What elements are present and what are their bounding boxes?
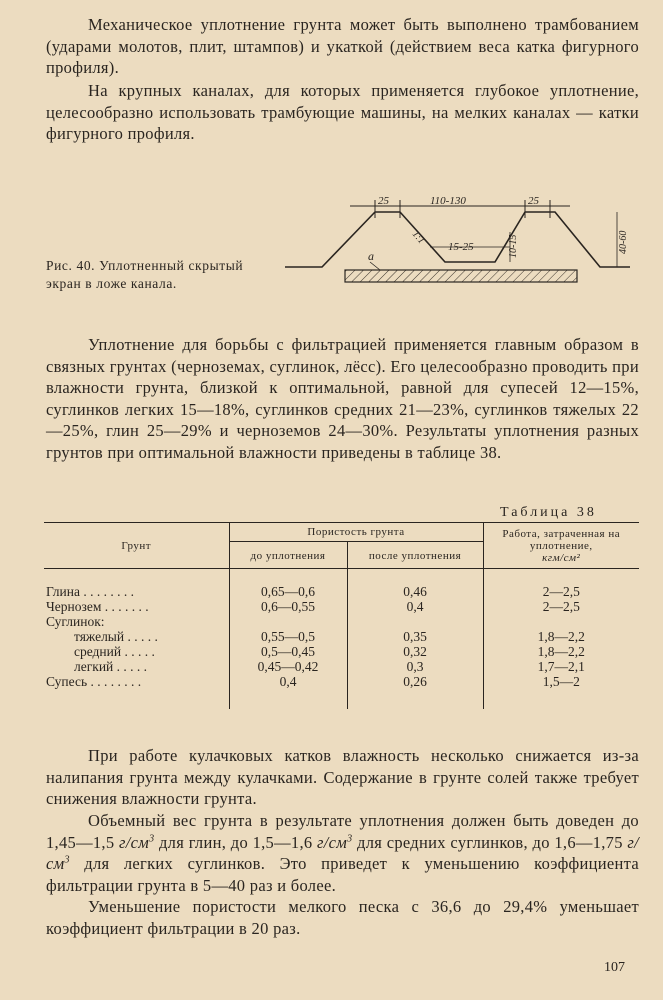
dim-left-label: 25 — [378, 195, 389, 207]
table-row — [44, 614, 639, 629]
table-row — [44, 584, 639, 599]
header-work-unit: кгм/см² — [542, 551, 581, 564]
paragraph-sand-porosity: Уменьшение пористости мелкого песка с 36,6 до 29,4% уменьшает коэффициент фильтрации в 20 раз. — [46, 897, 639, 938]
p5-text-d: для легких суглинков. Это приведет к уменьшению коэффициента фильтрации грунта в 5—40 раз и более. — [46, 854, 639, 895]
cell-work: 1,5—2 — [542, 674, 580, 689]
p5-text-c: для средних суглинков, до 1,6—1,75 — [352, 832, 628, 852]
header-work — [483, 523, 639, 569]
cell-before: 0,4 — [229, 674, 347, 689]
dim-top-label: 110-130 — [430, 195, 466, 207]
cell-before: 0,6—0,55 — [229, 599, 347, 614]
soil-compaction-table — [44, 522, 639, 709]
cell-soil: тяжелый . . . . . — [44, 629, 229, 644]
cell-work: 1,8—2,2 — [537, 629, 585, 644]
cell-work: 2—2,5 — [542, 599, 580, 614]
paragraph-mechanical-compaction: Механическое уплотнение грунта может быть выполнено трамбованием (ударами молотов, плит, штампов) и укаткой (действием веса катка фигурного профиля). — [46, 15, 639, 77]
unit-text: г/см — [317, 832, 348, 852]
dim-right-label: 25 — [528, 195, 539, 207]
compacted-screen-layer — [345, 270, 577, 282]
cell-before: 0,5—0,45 — [229, 644, 347, 659]
cell-after: 0,4 — [347, 599, 483, 614]
slope-label: 1:1 — [409, 228, 427, 247]
cell-soil: Супесь . . . . . . . . — [44, 674, 229, 689]
cell-soil: легкий . . . . . — [44, 659, 229, 674]
cell-after: 0,35 — [347, 629, 483, 644]
paragraph-compaction-filtration: Уплотнение для борьбы с фильтрацией применяется главным образом в связных грунтах (черноземах, суглинок, лёсс). Его целесообразно проводить при влажности грунта, близкой к оптимальной, равной для супесей 12—15%, суглинков легких 15—18%, суглинков средних 21—23%, суглинков тяжелых 22—25%, глин 25—29% и черноземов 24—30%. Результаты уплотнения разных грунтов при оптимальной влажности приведены в таблице 38. — [46, 335, 639, 462]
unit-text: г/см — [46, 832, 639, 873]
table-row — [44, 674, 639, 689]
unit-gcm3 — [119, 833, 154, 852]
table-row — [44, 644, 639, 659]
unit-sup: 3 — [64, 854, 70, 866]
cell-soil: Глина . . . . . . . . — [44, 584, 229, 599]
unit-sup: 3 — [149, 833, 155, 844]
header-work-label: Работа, затраченная на уплотнение, — [502, 527, 621, 552]
page-number: 107 — [604, 960, 625, 975]
header-after: после уплотнения — [347, 542, 483, 569]
dim-bottom-label: 15-25 — [448, 241, 474, 253]
paragraph-cam-rollers: При работе кулачковых катков влажность несколько снижается из-за налипания грунта между кулачками. Содержание в грунте солей также требует снижения влажности грунта. — [46, 746, 639, 808]
table-row — [44, 629, 639, 644]
table-row — [44, 599, 639, 614]
cell-work: 1,7—2,1 — [537, 659, 585, 674]
cell-before: 0,55—0,5 — [229, 629, 347, 644]
canal-cross-section-diagram — [280, 192, 640, 292]
cell-before: 0,65—0,6 — [229, 584, 347, 599]
header-porosity: Пористость грунта — [229, 523, 483, 542]
unit-gcm3 — [317, 833, 352, 852]
p5-text-a: Объемный вес грунта в результате уплотнения должен быть доведен до 1,45—1,5 — [46, 811, 639, 852]
unit-text: г/см — [119, 832, 150, 852]
dim-mid-vertical-label: 10-15 — [508, 234, 519, 258]
cell-after: 0,3 — [347, 659, 483, 674]
canal-profile-line — [285, 212, 630, 267]
cell-after: 0,46 — [347, 584, 483, 599]
header-soil: Грунт — [44, 523, 229, 569]
table-title: Таблица 38 — [500, 505, 597, 520]
cell-work — [483, 614, 639, 629]
header-before: до уплотнения — [229, 542, 347, 569]
cell-before: 0,45—0,42 — [229, 659, 347, 674]
cell-after — [347, 614, 483, 629]
cell-before — [229, 614, 347, 629]
paragraph-bulk-density — [46, 810, 639, 896]
paragraph-large-canals: На крупных каналах, для которых применяется глубокое уплотнение, целесообразно использовать трамбующие машины, на мелких каналах — катки фигурного профиля. — [46, 81, 639, 143]
unit-sup: 3 — [347, 833, 353, 844]
cell-work: 1,8—2,2 — [537, 644, 585, 659]
cell-work: 2—2,5 — [542, 584, 580, 599]
p5-text-b: для глин, до 1,5—1,6 — [154, 832, 318, 852]
cell-soil: Чернозем . . . . . . . — [44, 599, 229, 614]
label-a: а — [368, 249, 374, 263]
dim-right-vertical-label: 40-60 — [618, 230, 629, 254]
cell-after: 0,26 — [347, 674, 483, 689]
cell-soil: Суглинок: — [44, 614, 229, 629]
cell-after: 0,32 — [347, 644, 483, 659]
figure-caption: Рис. 40. Уплотненный скрытый экран в ложе канала. — [46, 258, 244, 291]
cell-soil: средний . . . . . — [44, 644, 229, 659]
table-row — [44, 659, 639, 674]
